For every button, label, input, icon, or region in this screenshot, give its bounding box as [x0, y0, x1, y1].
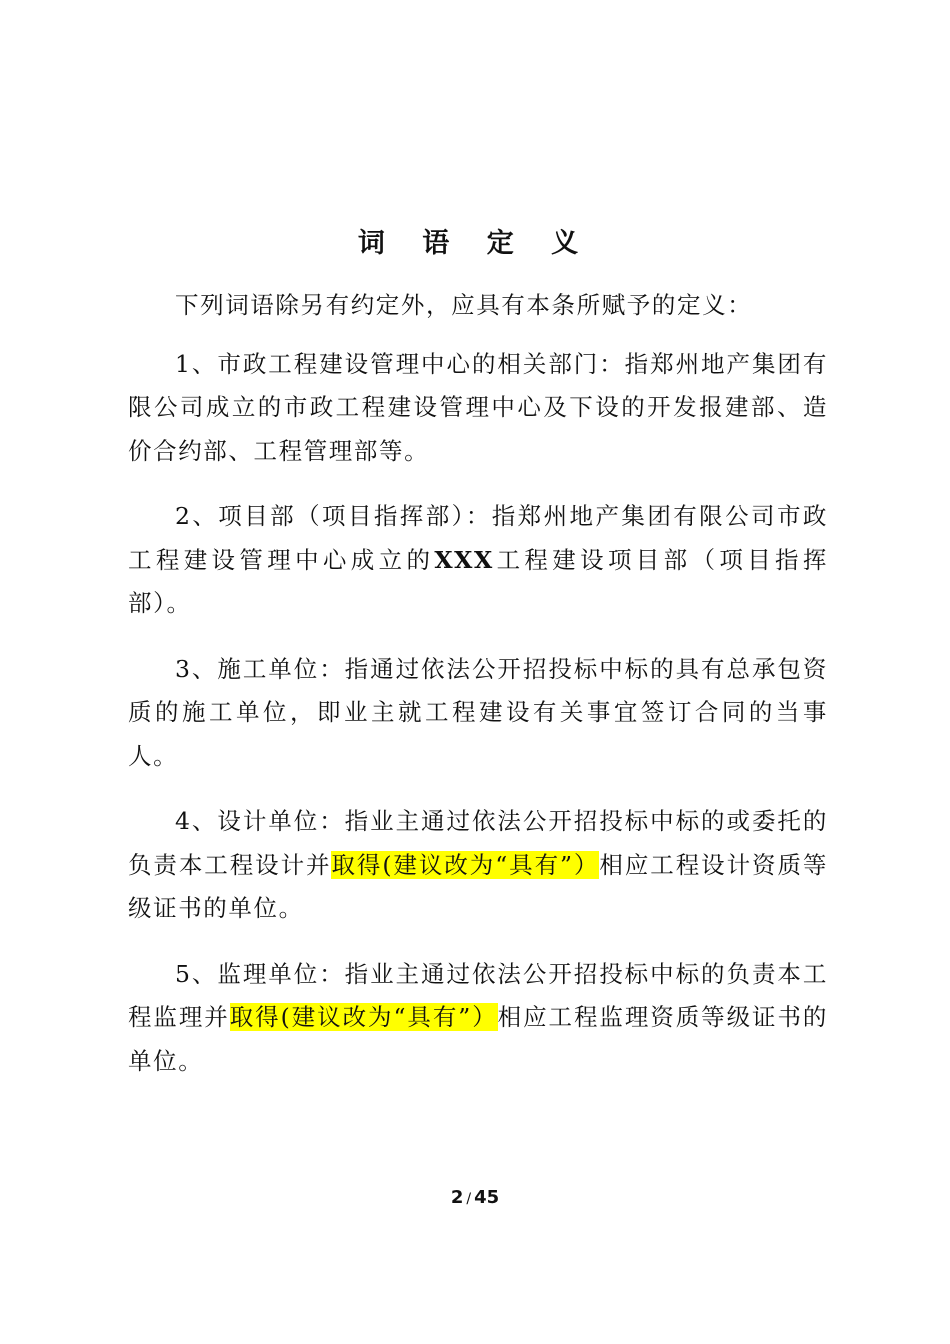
current-page-number: 2 [450, 1187, 464, 1208]
definition-item-2-text-end: 工程建设项目部（项目指挥部）。 [128, 545, 828, 617]
definition-item-5-text-end: 相应工程监理资质等级证书的单位。 [128, 1003, 828, 1075]
page-title: 词 语 定 义 [357, 228, 593, 259]
highlighted-comment: 取得(建议改为“具有”） [229, 1003, 498, 1031]
definition-item-3: 3、施工单位：指通过依法公开招投标中标的具有总承包资质的施工单位，即业主就工程建设有关事宜签订合同的当事人。 [128, 654, 828, 770]
definition-item-1: 1、市政工程建设管理中心的相关部门：指郑州地产集团有限公司成立的市政工程建设管理中心及下设的开发报建部、造价合约部、工程管理部等。 [128, 349, 828, 465]
highlighted-comment: 取得(建议改为“具有”） [331, 850, 600, 879]
page-number [0, 1185, 950, 1212]
definition-item-4 [128, 800, 828, 931]
definition-item-5-text: 5、监理单位：指业主通过依法公开招投标中标的负责本工程监理并 [128, 959, 828, 1031]
document-body [128, 284, 828, 1105]
project-name-placeholder: XXX [434, 545, 494, 574]
definition-item-2 [128, 495, 828, 626]
definition-item-4-text: 4、设计单位：指业主通过依法公开招投标中标的或委托的负责本工程设计并 [128, 807, 828, 879]
definition-item-2-text: 2、项目部（项目指挥部）：指郑州地产集团有限公司市政工程建设管理中心成立的 [128, 502, 828, 574]
definition-item-4-text-end: 相应工程设计资质等级证书的单位。 [128, 850, 828, 922]
intro-paragraph: 下列词语除另有约定外，应具有本条所赋予的定义： [175, 291, 753, 319]
page-separator: / [466, 1191, 472, 1207]
definition-item-5 [128, 953, 828, 1084]
total-pages: 45 [474, 1187, 500, 1208]
